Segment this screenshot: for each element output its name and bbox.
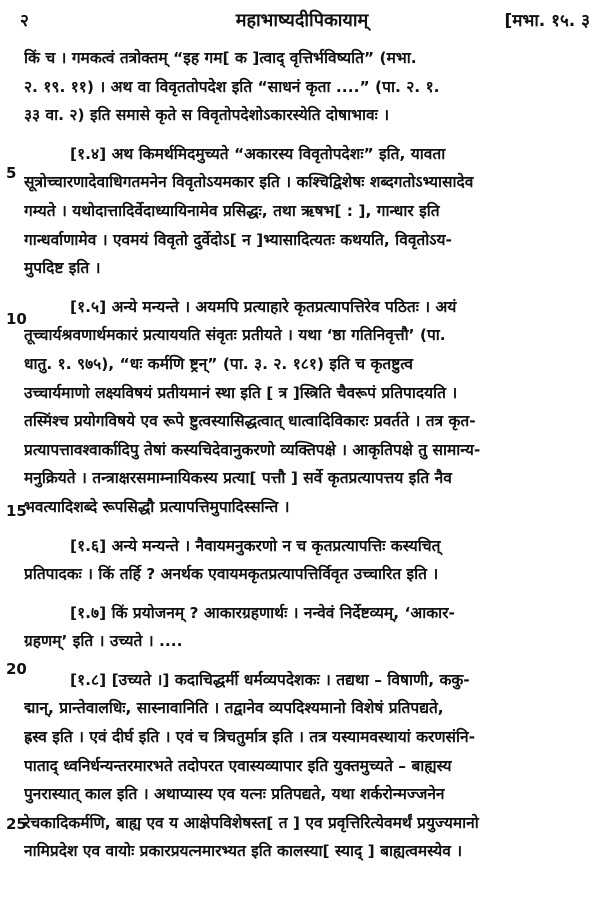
- section-reference: [मभा. १५. ३: [504, 11, 590, 31]
- page-number: २: [20, 11, 29, 31]
- text-line: ३३ वा. २) इति समासे कृते स विवृतोपदेशोऽकारस्येति दोषाभावः ।: [24, 106, 390, 125]
- text-line: [१.८] [उच्यते ।] कदाचिद्धर्मी धर्मव्यपदेशकः । तद्यथा – विषाणी, ककु-: [70, 670, 470, 689]
- text-line: किं च । गमकत्वं तत्रोक्तम् “इह गम[ क ]त्वाद् वृत्तिर्भविष्यति” (मभा.: [24, 49, 417, 67]
- text-line: पाताद् ध्वनिर्धन्यन्तरमारभते तदोपरत एवास्यव्यापार इति युक्तमुच्यते – बाह्यस्य: [24, 756, 452, 775]
- text-line: तूच्चार्यश्रवणार्थमकारं प्रत्याययति संवृतः प्रतीयते । यथा ‘ष्ठा गतिनिवृत्तौ’ (पा.: [24, 326, 446, 345]
- text-line: उच्चार्यमाणो लक्ष्यविषयं प्रतीयमानं स्था इति [ त्र ]स्त्रिति चैवरूपं प्रतिपादयति ।: [24, 383, 458, 402]
- text-line: ग्रहणम्’ इति । उच्यते । ....: [24, 632, 183, 651]
- paragraph: [24, 599, 590, 656]
- text-line: मुपदिष्ट इति ।: [24, 259, 101, 278]
- text-line: प्रतिपादकः । किं तर्हि ? अनर्थक एवायमकृतप्रत्यापत्तिर्विवृत उच्चारित इति ।: [24, 565, 439, 584]
- commentary-text: [24, 44, 590, 876]
- text-line: [१.४] अथ किमर्थमिदमुच्यते “अकारस्य विवृतोपदेशः” इति, यावता: [70, 144, 446, 163]
- line-number: 25: [6, 815, 27, 833]
- text-line: ह्रस्व इति । एवं दीर्घ इति । एवं च त्रिचतुर्मात्र इति । तत्र यस्यामवस्थायां करणसंनि-: [24, 728, 476, 747]
- text-line: २. १९. ११) । अथ वा विवृततोपदेश इति “साधनं कृता ....” (पा. २. १.: [24, 77, 440, 96]
- text-line: भवत्यादिशब्दे रूपसिद्धौ प्रत्यापत्तिमुपादिस्सन्ति ।: [24, 497, 290, 516]
- text-line: रेचकादिकर्मणि, बाह्य एव य आक्षेपविशेषस्त[ त ] एव प्रवृत्तिरित्येवमर्थं प्रयुज्यमानो: [24, 813, 479, 832]
- paragraph: [24, 293, 590, 522]
- text-line: तस्मिंश्च प्रयोगविषये एव रूपे ष्टुत्वस्यासिद्धत्वात् धात्वादिविकारः प्रवर्तते । तत्र कृत-: [24, 412, 476, 431]
- line-number: 5: [6, 164, 17, 182]
- paragraph: [24, 140, 590, 283]
- text-line: [१.७] किं प्रयोजनम् ? आकारग्रहणार्थः । नन्वेवं निर्देष्टव्यम्, ‘आकार-: [70, 603, 455, 622]
- text-line: गान्धर्वाणामेव । एवमयं विवृतो दुर्वेदोऽ[ न ]भ्यासादित्यतः कथयति, विवृतोऽय-: [24, 230, 452, 249]
- paragraph: [24, 44, 590, 130]
- text-line: धातु. १. ९७५), “धः कर्मणि ष्ट्रन्” (पा. ३. २. १८१) इति च कृतष्टुत्व: [24, 354, 413, 373]
- text-line: प्रत्यापत्तावश्वार्कादिपु तेषां कस्यचिदेवानुकरणो व्यक्तिपक्षे । आकृतिपक्षे तु सामान्य-: [24, 440, 481, 459]
- line-number: 15: [6, 502, 27, 520]
- text-line: द्मान्, प्रान्तेवालधिः, सास्नावानिति । तद्वानेव व्यपदिश्यमानो विशेषं प्रतिपद्यते,: [24, 699, 444, 718]
- text-line: [१.५] अन्ये मन्यन्ते । अयमपि प्रत्याहारे कृतप्रत्यापत्तिरेव पठितः । अयं: [70, 297, 457, 316]
- page-header: [14, 6, 590, 36]
- text-line: [१.६] अन्ये मन्यन्ते । नैवायमनुकरणो न च कृतप्रत्यापत्तिः कस्यचित्: [70, 536, 441, 555]
- line-number: 10: [6, 310, 27, 328]
- paragraph: [24, 532, 590, 589]
- text-line: पुनरास्यात् काल इति । अथाप्यास्य एव यत्नः प्रतिपद्यते, यथा शर्करोन्मज्जनेन: [24, 785, 445, 804]
- text-line: मनुक्रियते । तन्त्राक्षरसमाम्नायिकस्य प्रत्या[ पत्तौ ] सर्वे कृतप्रत्यापत्तय इति नैव: [24, 469, 452, 488]
- line-number: 20: [6, 660, 27, 678]
- text-line: सूत्रोच्चारणादेवाधिगतमनेन विवृतोऽयमकार इति । कश्चिद्विशेषः शब्दगतोऽभ्यासादेव: [24, 173, 474, 192]
- page-title: महाभाष्यदीपिकायाम्: [235, 10, 369, 31]
- text-line: गम्यते । यथोदात्तादिर्वेदाध्यायिनामेव प्रसिद्धः, तथा ऋषभ[ : ], गान्धार इति: [24, 201, 440, 220]
- paragraph: [24, 666, 590, 866]
- text-line: नामिप्रदेश एव वायोः प्रकारप्रयत्नमारभ्यत इति कालस्या[ स्याद् ] बाह्यत्वमस्येव ।: [24, 842, 463, 861]
